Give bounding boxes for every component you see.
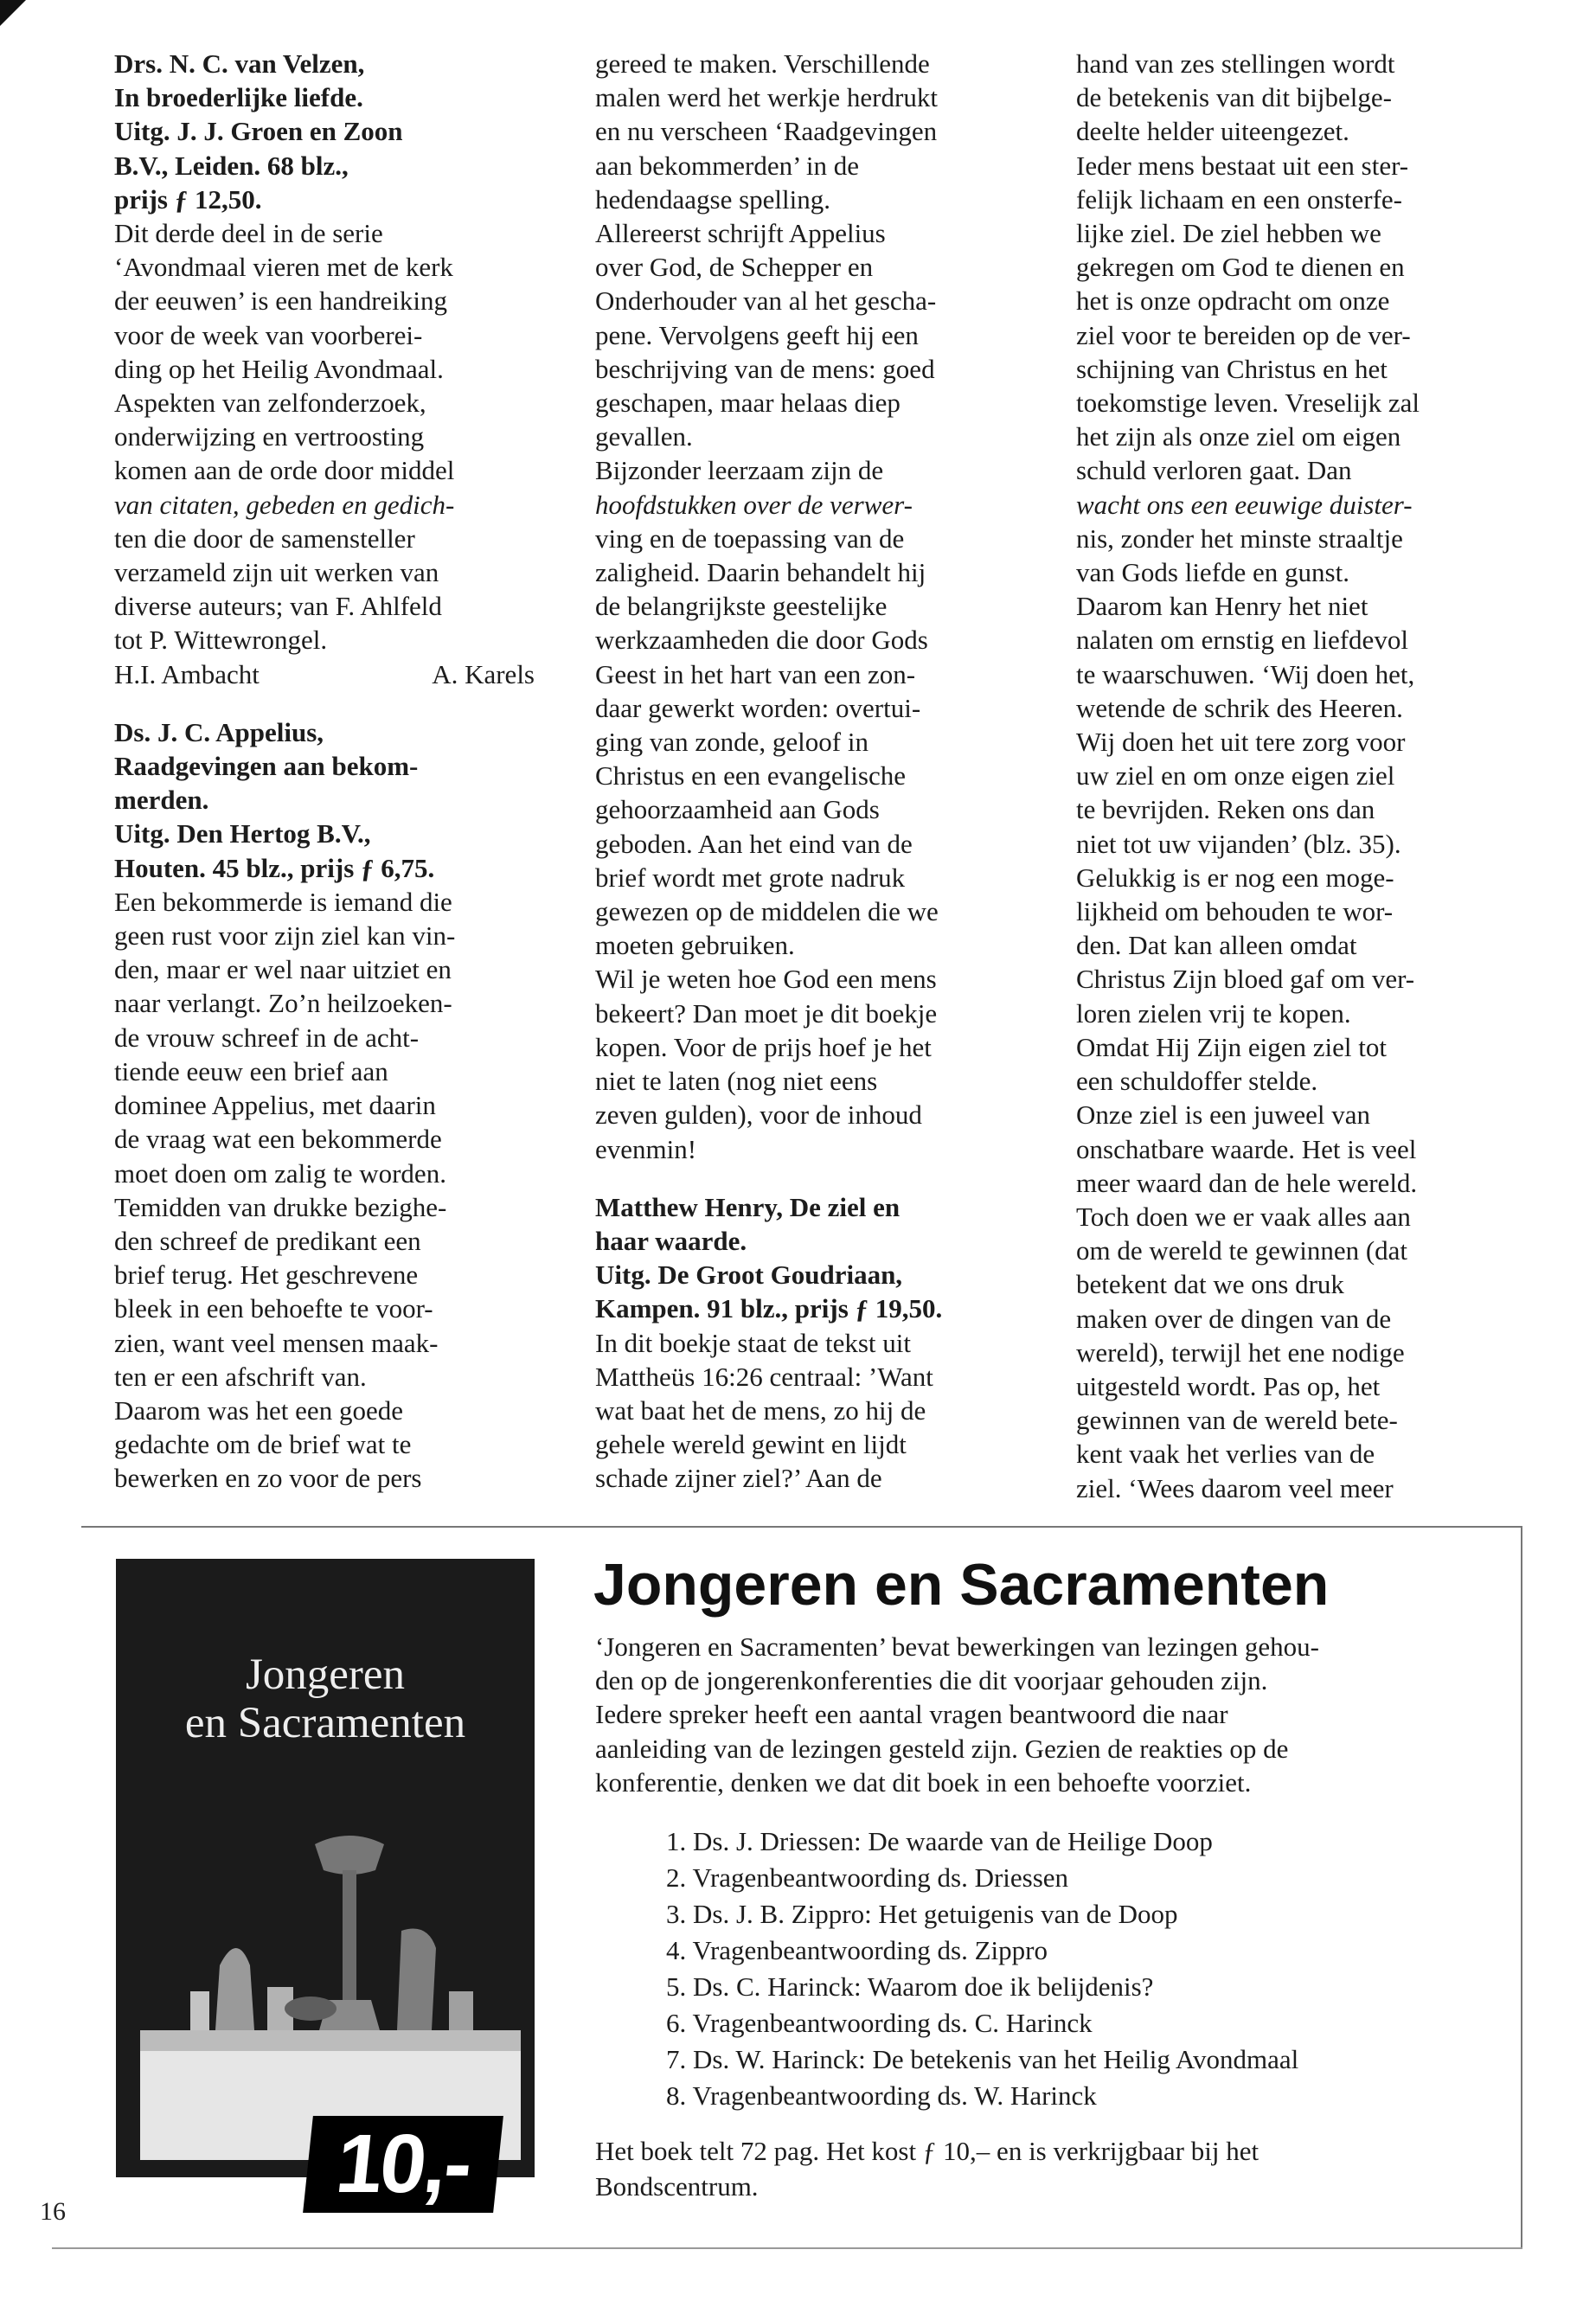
ad-footer: Het boek telt 72 pag. Het kost ƒ 10,– en is verkrijgbaar bij het Bondscentrum. [595,2136,1259,2202]
review-header: Ds. J. C. Appelius, Raadgevingen aan bekom- merden. Uitg. Den Hertog B.V., Houten. 45 blz., prijs ƒ 6,75. [114,716,435,883]
price-badge: 10,- [303,2116,503,2213]
column-1 [114,47,535,1496]
page-bottom-rule [52,2247,1522,2249]
review-appelius [114,715,535,1496]
ad-intro: ‘Jongeren en Sacramenten’ bevat bewerkingen van lezingen gehou- den op de jongerenkonferenties die dit voorjaar gehouden zijn. Iedere spreker heeft een aantal vragen beantwoord die naar aanleiding van de lezingen gesteld zijn. Gezien de reakties op de konferentie, denken we dat dit boek in een behoefte voorziet. [595,1631,1319,1798]
list-item: 5. Ds. C. Harinck: Waarom doe ik belijdenis? [666,1971,1154,2002]
review-body: Een bekommerde is iemand die geen rust voor zijn ziel kan vin- den, maar er wel naar uitziet en naar verlangt. Zo’n heilzoeken- de vrouw schreef in de acht- tiende eeuw een brief aan dominee Appelius, met daarin de vraag wat een bekommerde moet doen om zalig te worden. Temidden van drukke bezighe- den schreef de predikant een brief terug. Het geschrevene bleek in een behoefte te voor- zien, want veel mensen maak- ten er een afschrift van. Daarom was het een goede gedachte om de brief wat te bewerken en zo voor de pers [114,886,456,1494]
review-appelius-continued: gereed te maken. Verschillende malen werd het werkje herdrukt en nu verscheen ‘Raadgevingen aan bekommerden’ in de hedendaagse spelling. Allereerst schrijft Appelius over God, de Schepper en Onderhouder van al het gescha- pene. Vervolgens geeft hij een beschrijving van de mens: goed geschapen, maar helaas diep gevallen. Bijzonder leerzaam zijn de hoofdstukken over de verwer- ving en de toepassing van de zaligheid. Daarin behandelt hij de belangrijkste geestelijke werkzaamheden die door Gods Geest in het hart van een zon- daar gewerkt worden: overtui- ging van zonde, geloof in Christus en een evangelische gehoorzaamheid aan Gods geboden. Aan het eind van de brief wordt met grote nadruk gewezen op de middelen die we moeten gebruiken. Wil je weten hoe God een mens bekeert? Dan moet je dit boekje kopen. Voor de prijs hoef je het niet te laten (nog niet eens zeven gulden), voor de inhoud evenmin! [595,48,939,1164]
review-henry-continued: hand van zes stellingen wordt de betekenis van dit bijbelge- deelte helder uiteengezet. Ieder mens bestaat uit een ster- felijk lichaam en een onsterfe- lijke ziel. De ziel hebben we gekregen om God te dienen en het is onze opdracht om onze ziel voor te bereiden op de ver- schijning van Christus en het toekomstige leven. Vreselijk zal het zijn als onze ziel om eigen schuld verloren gaat. Dan wacht ons een eeuwige duister- nis, zonder het minste straaltje van Gods liefde en gunst. Daarom kan Henry het niet nalaten om ernstig en liefdevol te waarschuwen. ‘Wij doen het, wetende de schrik des Heeren. Wij doen het uit tere zorg voor uw ziel en om onze eigen ziel te bevrijden. Reken ons dan niet tot uw vijanden’ (blz. 35). Gelukkig is er nog een moge- lijkheid om behouden te wor- den. Dat kan alleen omdat Christus Zijn bloed gaf om ver- loren zielen vrij te kopen. Omdat Hij Zijn eigen ziel tot een schuldoffer stelde. Onze ziel is een juweel van onschatbare waarde. Het is veel meer waard dan de hele wereld. Toch doen we er vaak alles aan om de wereld te gewinnen (dat betekent dat we ons druk maken over de dingen van de wereld), terwijl het ene nodige uitgesteld wordt. Pas op, het gewinnen van de wereld bete- kent vaak het verlies van de ziel. ‘Wees daarom veel meer [1076,48,1420,1503]
book-cover-image [116,1559,535,2177]
list-item: 3. Ds. J. B. Zippro: Het getuigenis van de Doop [666,1899,1178,1929]
book-cover-title: Jongeren en Sacramenten [184,1650,466,1747]
review-henry [595,1190,1019,1496]
reviewer-signature [114,657,535,691]
review-body: Dit derde deel in de serie ‘Avondmaal vieren met de kerk der eeuwen’ is een handreiking voor de week van voorberei- ding op het Heilig Avondmaal. Aspekten van zelfonderzoek, onderwijzing en vertroosting komen aan de orde door middel van citaten, gebeden en gedich- ten die door de samensteller verzameld zijn uit werken van diverse auteurs; van F. Ahlfeld tot P. Wittewrongel. [114,218,455,656]
review-header: Matthew Henry, De ziel en haar waarde. Uitg. De Groot Goudriaan, Kampen. 91 blz., prijs ƒ 19,50. [595,1191,943,1324]
list-item: 7. Ds. W. Harinck: De betekenis van het Heilig Avondmaal [666,2044,1299,2074]
still-life-illustration [116,1559,535,2177]
review-header: Drs. N. C. van Velzen, In broederlijke liefde. Uitg. J. J. Groen en Zoon B.V., Leiden. 68 blz., prijs ƒ 12,50. [114,48,403,215]
list-item: 2. Vragenbeantwoording ds. Driessen [666,1862,1069,1893]
ad-box-top-rule [81,1526,1522,1528]
review-body: In dit boekje staat de tekst uit Mattheüs 16:26 centraal: ’Want wat baat het de mens, zo hij de gehele wereld gewint en lijdt schade zijner ziel?’ Aan de [595,1327,933,1494]
page-corner-mark [0,0,26,26]
contents-list [666,1823,1298,2114]
ad-title: Jongeren en Sacramenten [593,1552,1330,1618]
list-item: 6. Vragenbeantwoording ds. C. Harinck [666,2008,1093,2038]
reviewer-name: A. Karels [432,658,535,689]
review-van-velzen [114,47,535,691]
reviewer-place: H.I. Ambacht [114,658,260,689]
list-item: 8. Vragenbeantwoording ds. W. Harinck [666,2080,1097,2111]
list-item: 4. Vragenbeantwoording ds. Zippro [666,1935,1048,1965]
column-2 [595,47,1019,1496]
ad-box-right-rule [1521,1526,1522,2249]
list-item: 1. Ds. J. Driessen: De waarde van de Heilige Doop [666,1826,1213,1856]
page-number: 16 [40,2197,66,2226]
column-3 [1076,47,1497,1505]
